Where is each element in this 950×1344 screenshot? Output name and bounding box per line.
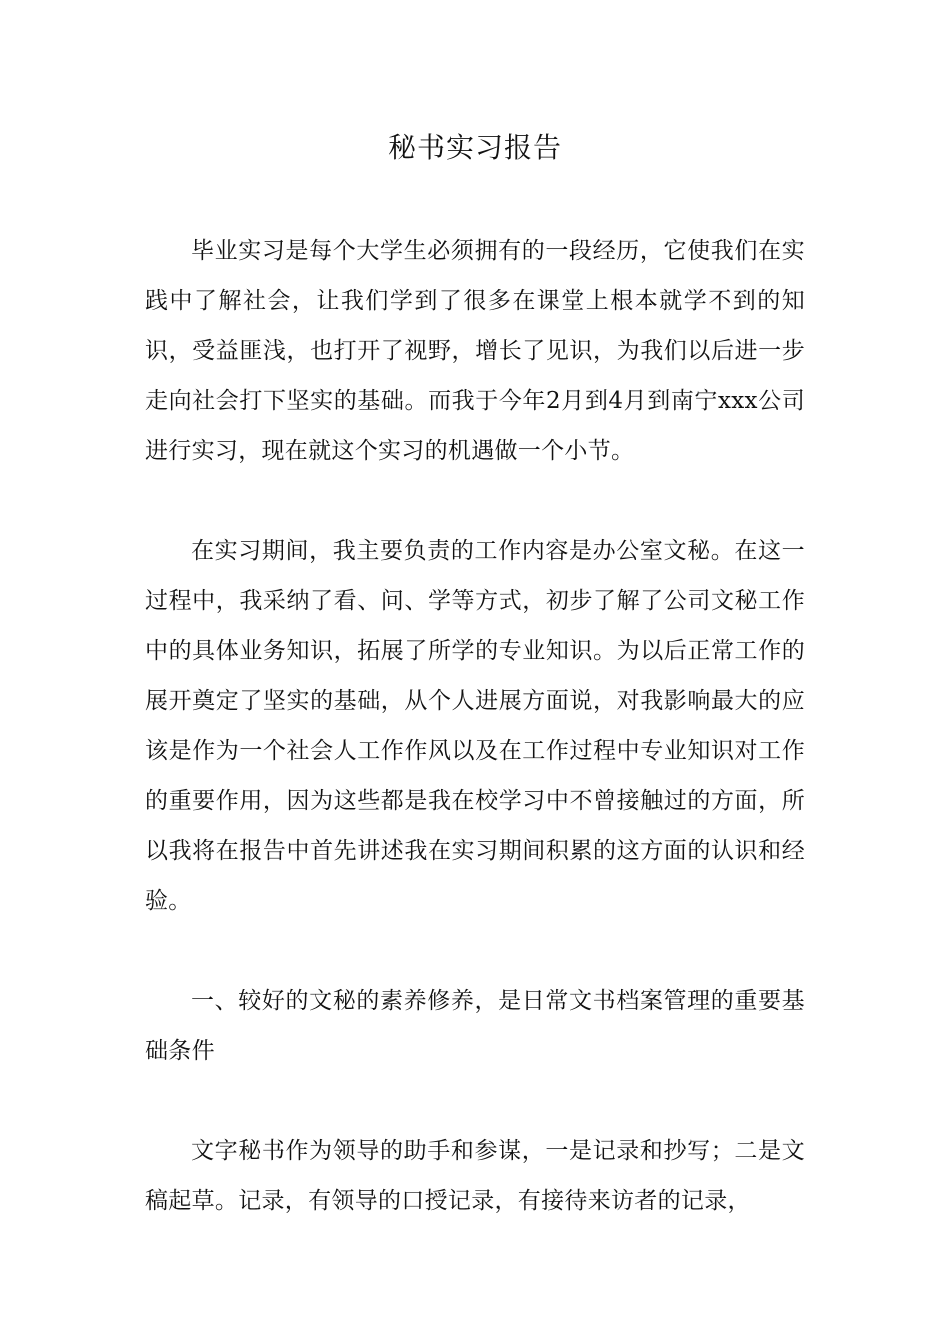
paragraph-1: 毕业实习是每个大学生必须拥有的一段经历，它使我们在实践中了解社会，让我们学到了很多在课堂上根本就学不到的知识，受益匪浅，也打开了视野，增长了见识，为我们以后进一步走向社会打下坚实的基础。而我于今年2月到4月到南宁xxx公司进行实习，现在就这个实习的机遇做一个小节。 [145,238,805,464]
paragraph-3: 文字秘书作为领导的助手和参谋，一是记录和抄写；二是文稿起草。记录，有领导的口授记录，有接待来访者的记录， [145,1138,805,1214]
paragraph-gap [145,926,805,976]
document-body [145,226,805,1226]
section-heading-1: 一、较好的文秘的素养修养，是日常文书档案管理的重要基础条件 [145,988,805,1064]
paragraph-gap [145,476,805,526]
paragraph-gap [145,1076,805,1126]
document-title: 秘书实习报告 [387,131,562,164]
paragraph-2: 在实习期间，我主要负责的工作内容是办公室文秘。在这一过程中，我采纳了看、问、学等方式，初步了解了公司文秘工作中的具体业务知识，拓展了所学的专业知识。为以后正常工作的展开奠定了坚实的基础，从个人进展方面说，对我影响最大的应该是作为一个社会人工作作风以及在工作过程中专业知识对工作的重要作用，因为这些都是我在校学习中不曾接触过的方面，所以我将在报告中首先讲述我在实习期间积累的这方面的认识和经验。 [145,538,805,914]
